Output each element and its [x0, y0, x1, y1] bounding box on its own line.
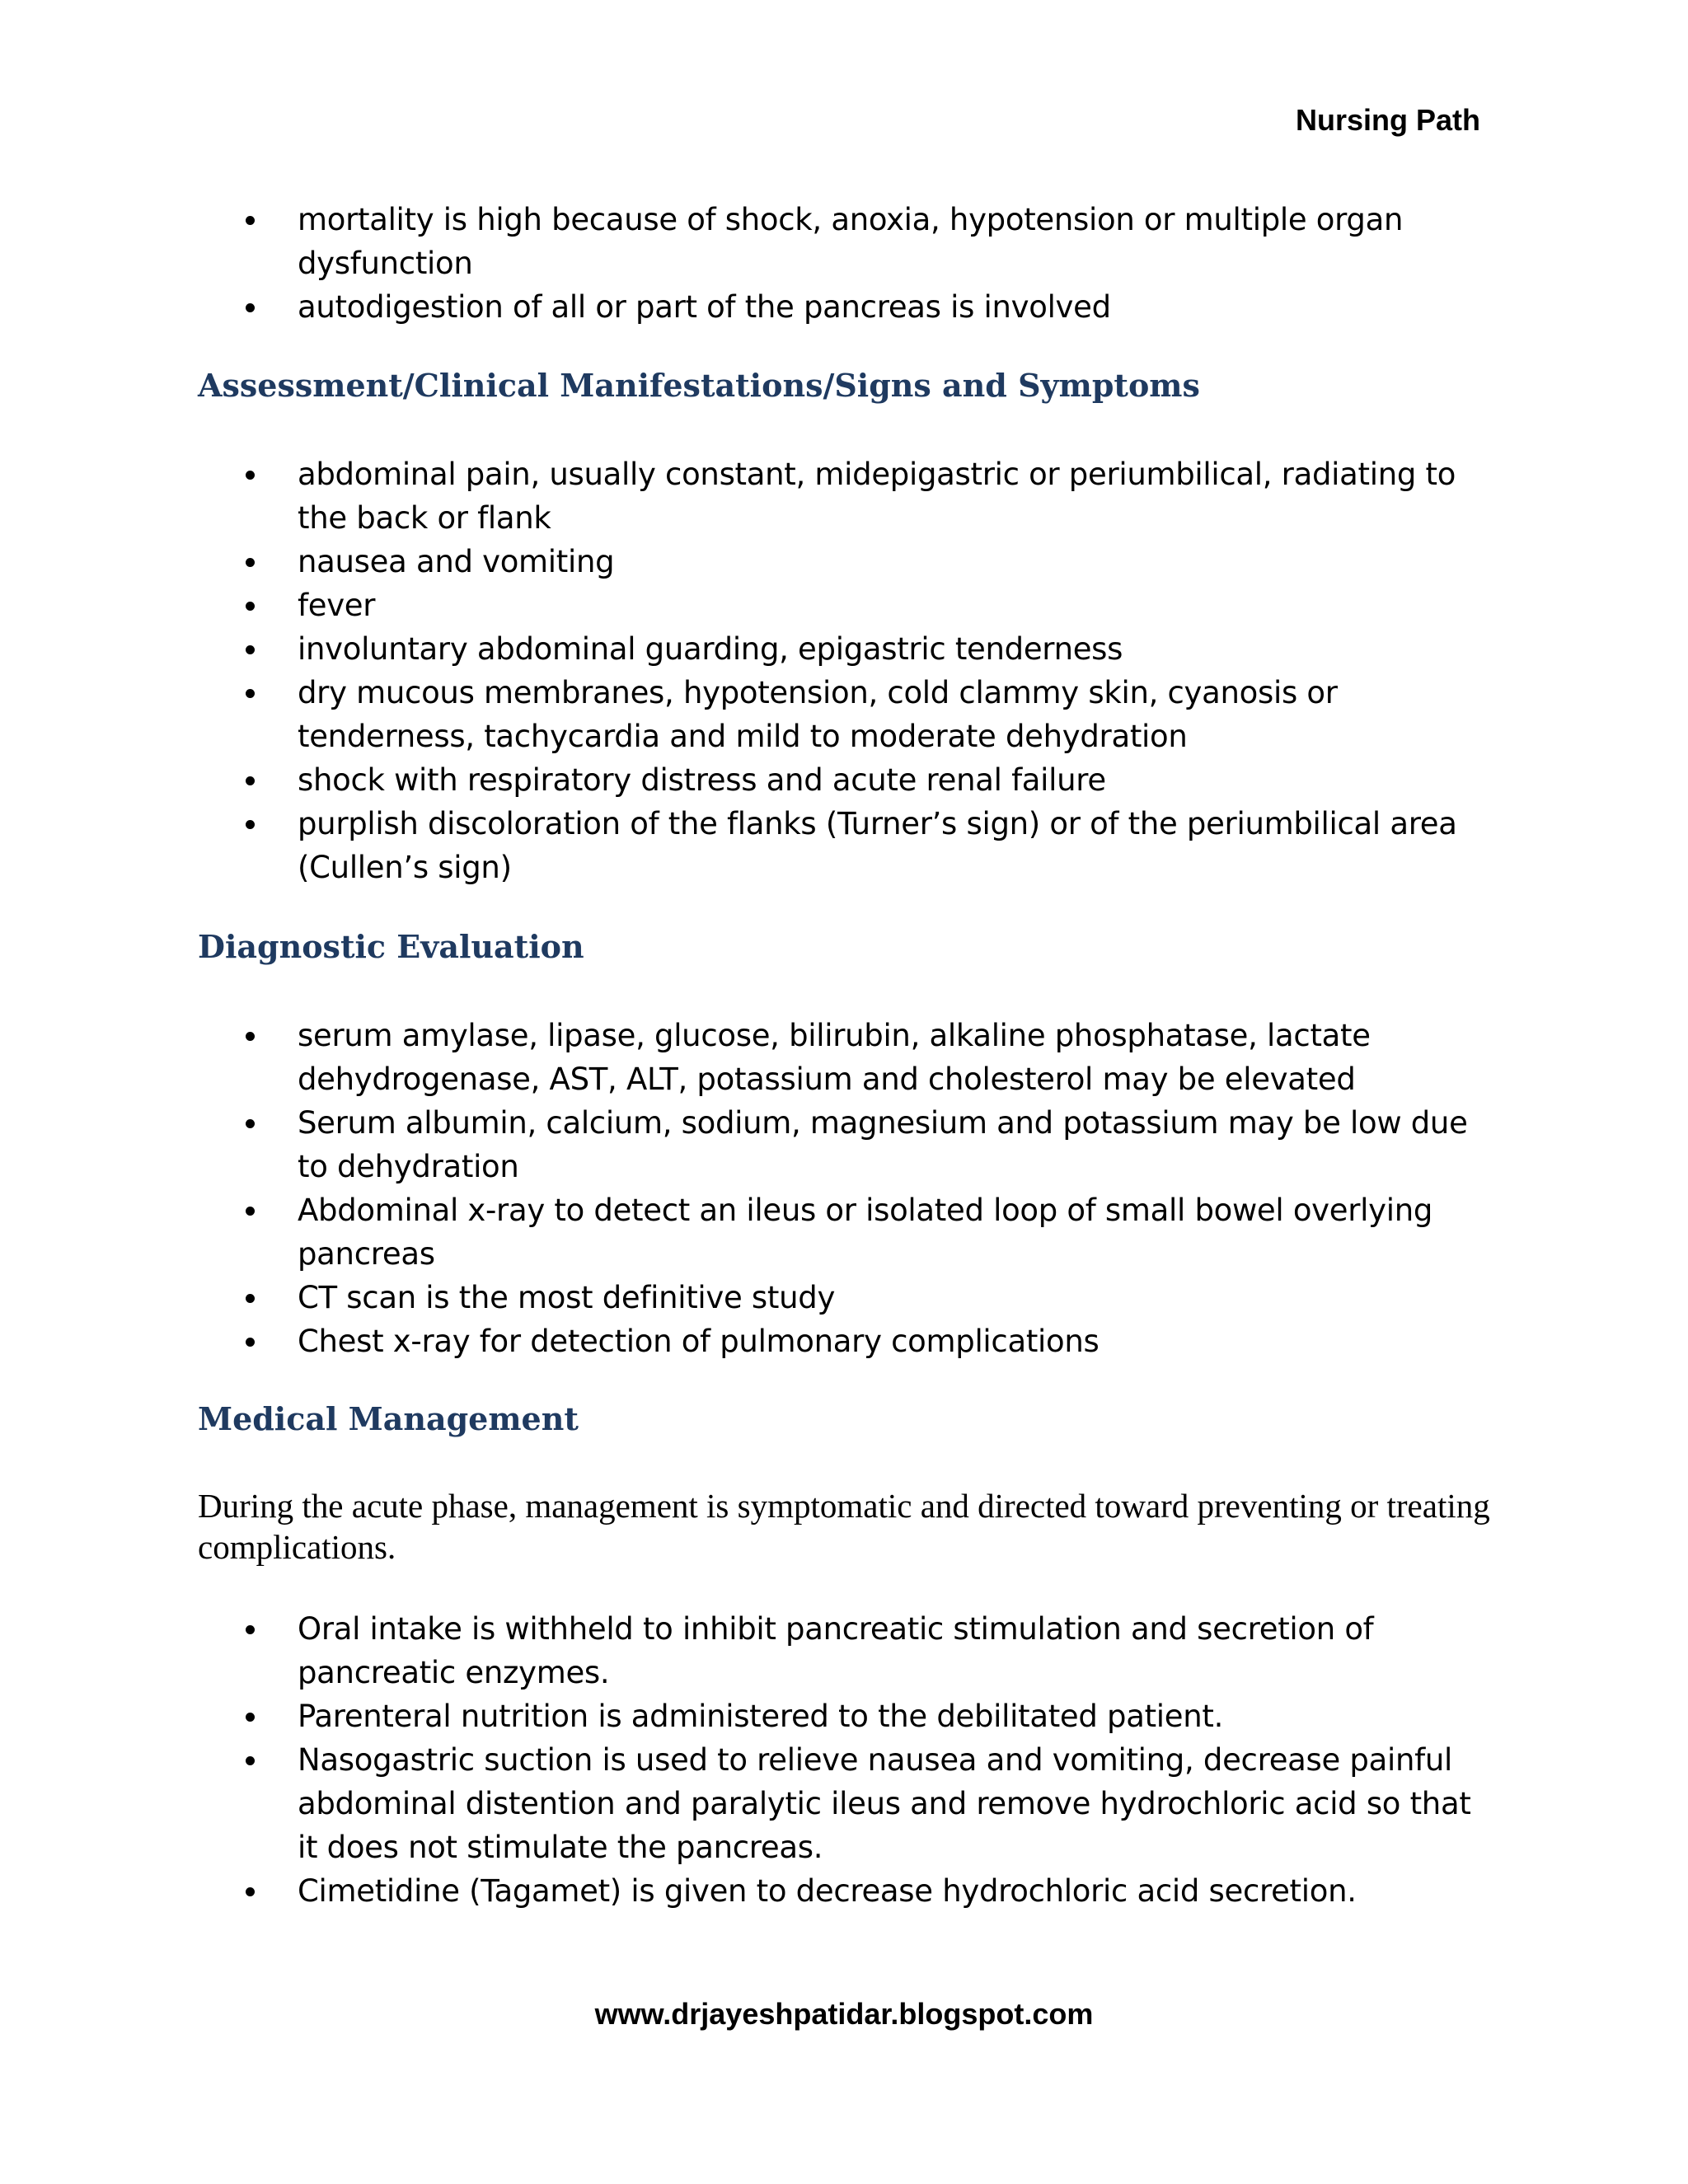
list-item: involuntary abdominal guarding, epigastric tenderness: [198, 627, 1500, 671]
list-item: Oral intake is withheld to inhibit pancreatic stimulation and secretion of pancreatic enzymes.: [198, 1607, 1500, 1694]
list-item: purplish discoloration of the flanks (Turner’s sign) or of the periumbilical area (Cullen’s sign): [198, 802, 1500, 889]
bullet-icon: [246, 1294, 255, 1303]
diagnostic-list-section: [198, 1014, 1500, 1363]
list-item: nausea and vomiting: [198, 540, 1500, 583]
footer-url: www.drjayeshpatidar.blogspot.com: [594, 1997, 1094, 2031]
list-item: abdominal pain, usually constant, midepigastric or periumbilical, radiating to the back or flank: [198, 452, 1500, 540]
bullet-icon: [246, 1338, 255, 1347]
bullet-icon: [246, 1756, 255, 1765]
list-item: fever: [198, 583, 1500, 627]
assessment-bullet-list: [198, 452, 1500, 889]
bullet-icon: [246, 216, 255, 225]
bullet-icon: [246, 558, 255, 567]
list-item: mortality is high because of shock, anoxia, hypotension or multiple organ dysfunction: [198, 198, 1500, 285]
list-item: dry mucous membranes, hypotension, cold clammy skin, cyanosis or tenderness, tachycardia and mild to moderate dehydration: [198, 671, 1500, 758]
bullet-icon: [246, 1032, 255, 1041]
bullet-icon: [246, 1207, 255, 1216]
assessment-heading: Assessment/Clinical Manifestations/Signs and Symptoms: [198, 367, 1200, 404]
bullet-icon: [246, 645, 255, 654]
list-item: serum amylase, lipase, glucose, bilirubin, alkaline phosphatase, lactate dehydrogenase, AST, ALT, potassium and cholesterol may be elevated: [198, 1014, 1500, 1101]
list-item: Abdominal x-ray to detect an ileus or isolated loop of small bowel overlying pancreas: [198, 1188, 1500, 1276]
list-item: shock with respiratory distress and acute renal failure: [198, 758, 1500, 802]
medical-heading: Medical Management: [198, 1400, 579, 1437]
bullet-icon: [246, 1119, 255, 1128]
list-item: Serum albumin, calcium, sodium, magnesium and potassium may be low due to dehydration: [198, 1101, 1500, 1188]
page-header-title: Nursing Path: [1295, 103, 1480, 137]
list-item: Parenteral nutrition is administered to the debilitated patient.: [198, 1694, 1500, 1738]
list-item: Chest x-ray for detection of pulmonary complications: [198, 1319, 1500, 1363]
list-item: Nasogastric suction is used to relieve nausea and vomiting, decrease painful abdominal distention and paralytic ileus and remove hydrochloric acid so that it does not stimulate the pancreas.: [198, 1738, 1500, 1869]
list-item: autodigestion of all or part of the pancreas is involved: [198, 285, 1500, 329]
bullet-icon: [246, 1625, 255, 1634]
diagnostic-bullet-list: [198, 1014, 1500, 1363]
bullet-icon: [246, 602, 255, 611]
medical-bullet-list: [198, 1607, 1500, 1913]
bullet-icon: [246, 1887, 255, 1896]
bullet-icon: [246, 471, 255, 480]
diagnostic-heading: Diagnostic Evaluation: [198, 928, 584, 965]
list-item: Cimetidine (Tagamet) is given to decrease hydrochloric acid secretion.: [198, 1869, 1500, 1913]
intro-bullet-list: [198, 198, 1500, 329]
medical-intro-paragraph: During the acute phase, management is symptomatic and directed toward preventing or treating complications.: [198, 1487, 1490, 1566]
medical-list-section: [198, 1607, 1500, 1913]
assessment-list-section: [198, 452, 1500, 889]
list-item: CT scan is the most definitive study: [198, 1276, 1500, 1319]
bullet-icon: [246, 303, 255, 312]
bullet-icon: [246, 689, 255, 698]
bullet-icon: [246, 1713, 255, 1722]
bullet-icon: [246, 776, 255, 785]
intro-list-section: [198, 198, 1500, 329]
bullet-icon: [246, 820, 255, 829]
